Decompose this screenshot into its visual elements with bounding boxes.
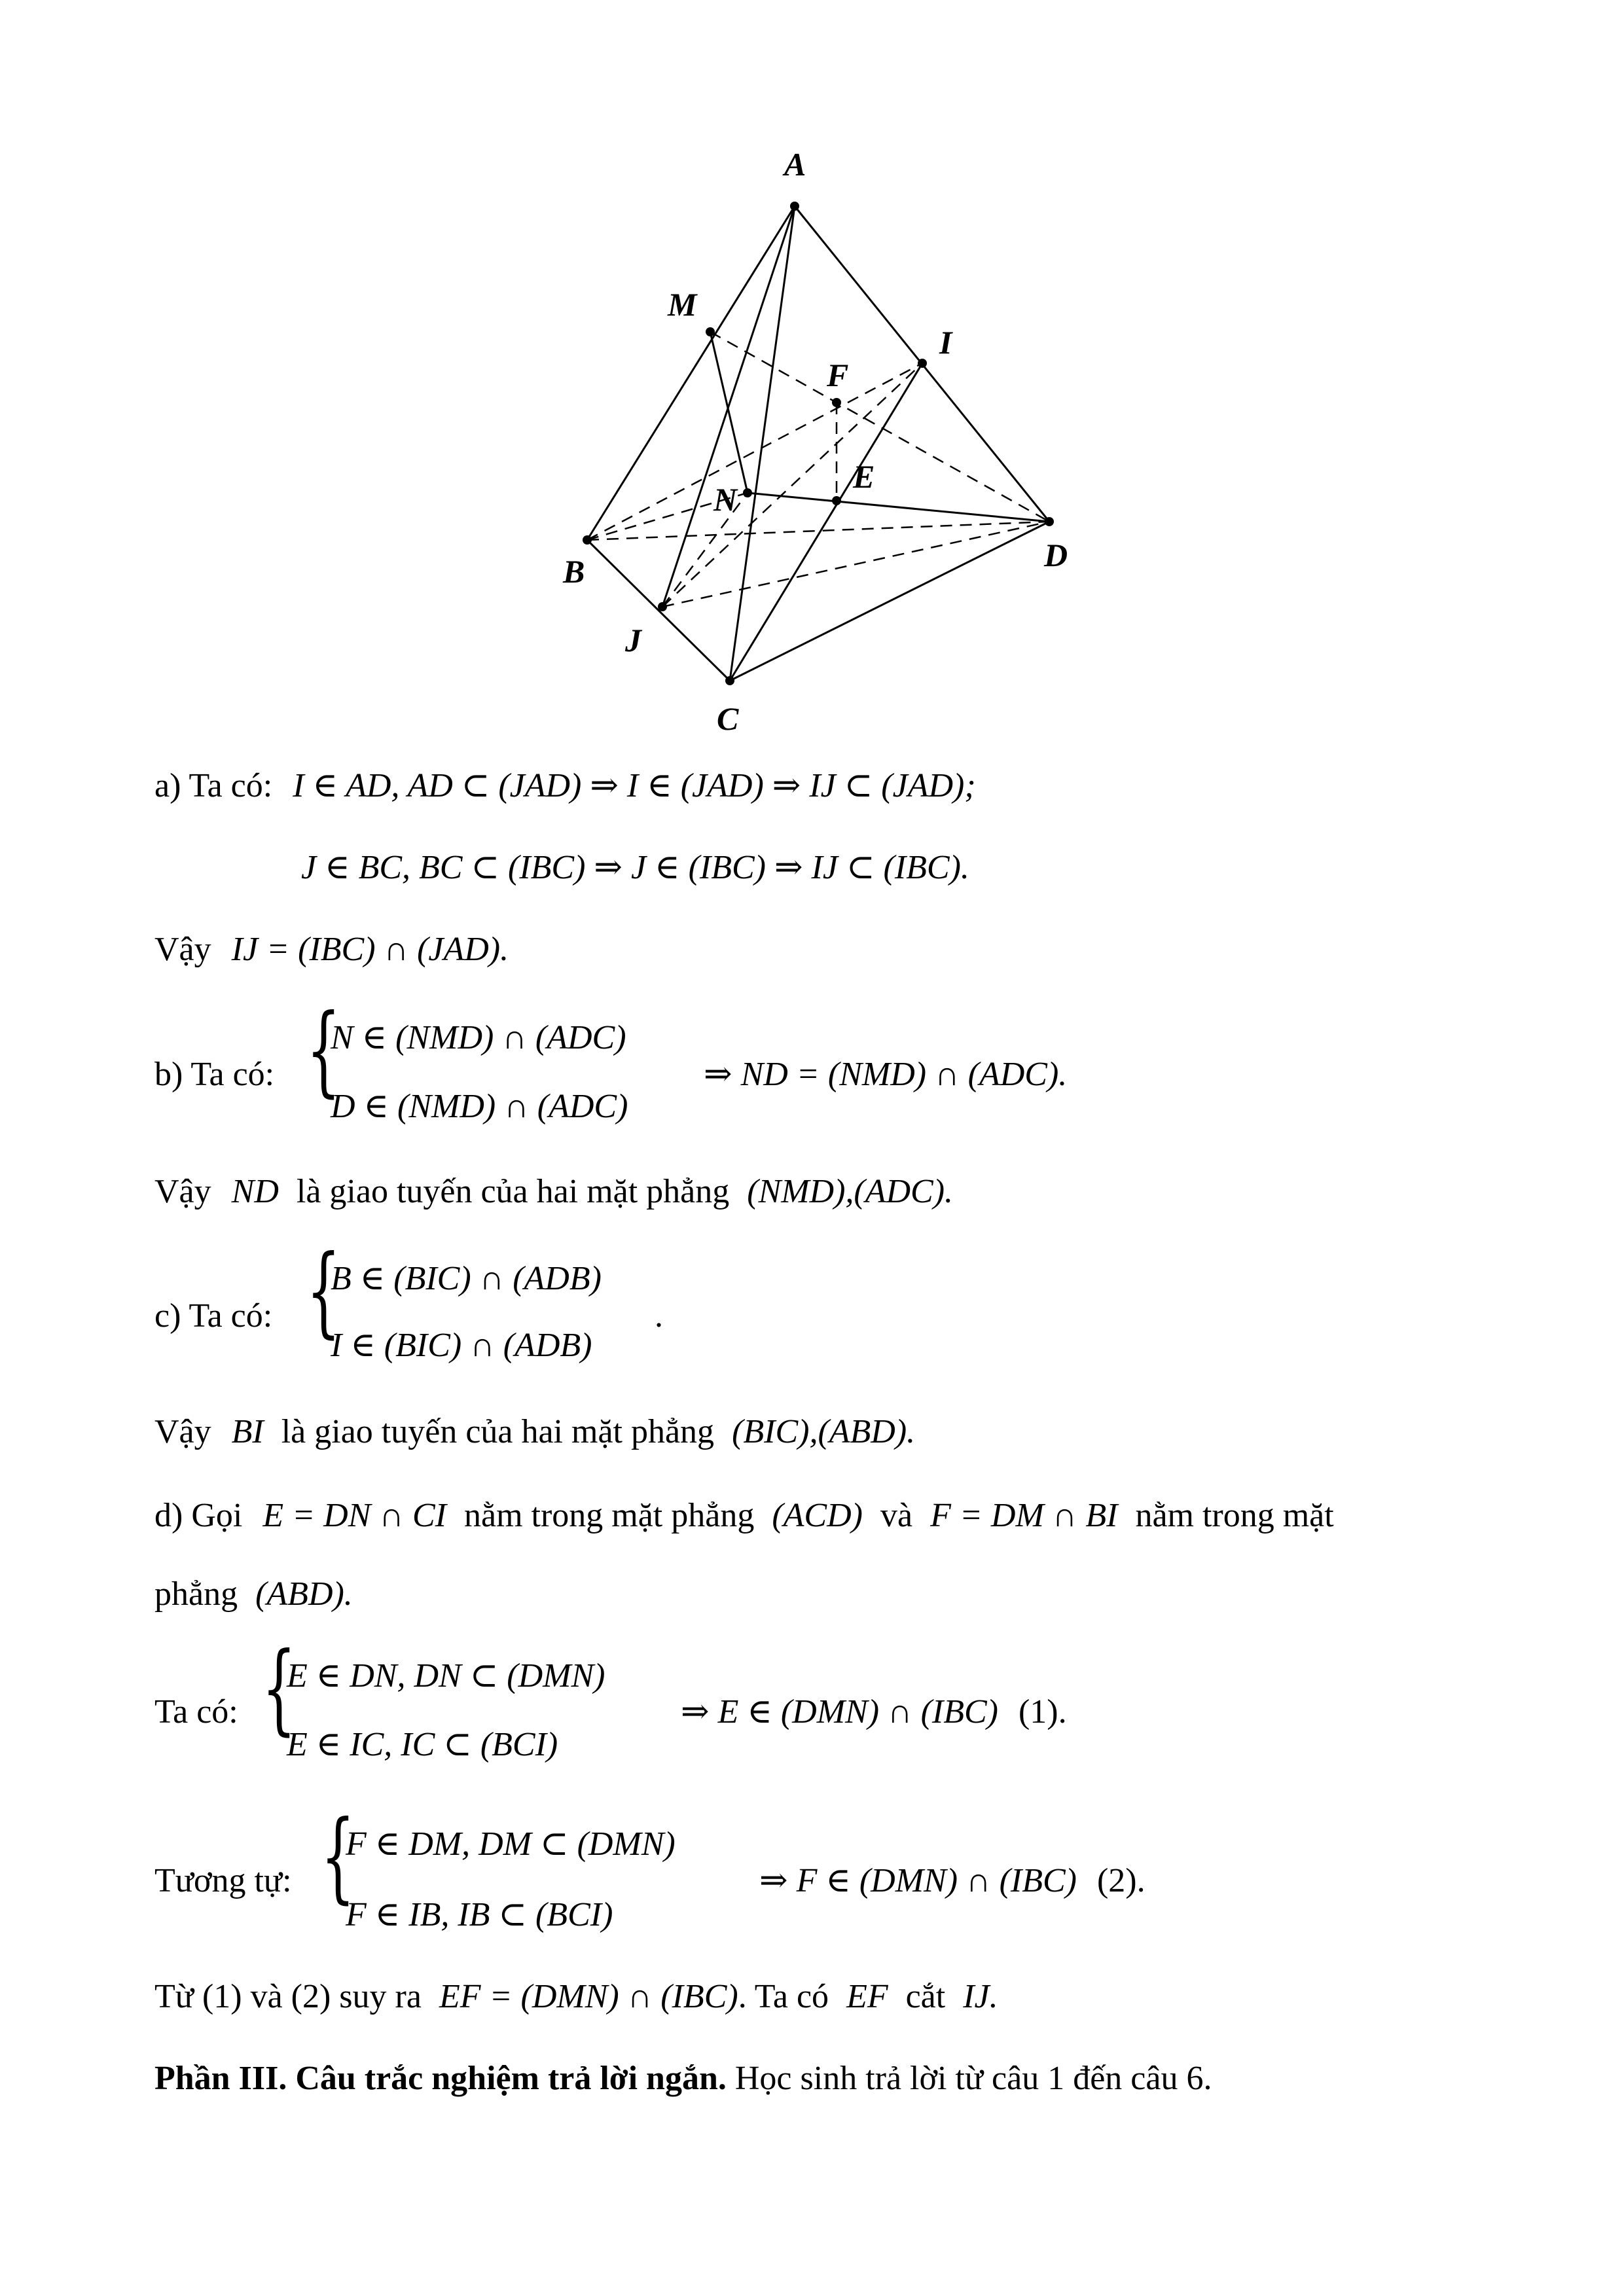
points: [583, 202, 1054, 685]
part-d-final-math1: EF = (DMN) ∩ (IBC): [439, 1978, 738, 2015]
section-heading-bold: Phần III. Câu trắc nghiệm trả lời ngắn.: [154, 2060, 727, 2097]
part-b-conclusion: [154, 1175, 953, 1209]
part-b-row1: N ∈ (NMD) ∩ (ADC): [331, 1019, 626, 1056]
part-a-conclusion: [154, 933, 509, 967]
part-d-final-math3: IJ.: [963, 1978, 998, 2015]
label-A: A: [784, 146, 806, 183]
label-M: M: [668, 286, 697, 323]
part-a-conclusion-math: IJ = (IBC) ∩ (JAD).: [231, 931, 509, 968]
part-d-final-math2: EF: [846, 1978, 888, 2015]
part-d-math3: F = DM ∩ BI: [930, 1497, 1118, 1534]
part-d-sys1-tag: (1).: [1018, 1693, 1067, 1731]
part-d-sys1-result-line: [681, 1695, 1067, 1729]
part-d-sys2-prefix: Tương tự:: [154, 1862, 292, 1899]
part-a-line2: [301, 851, 969, 885]
part-c-row2: I ∈ (BIC) ∩ (ADB): [331, 1327, 592, 1364]
part-a-math1: I ∈ AD, AD ⊂ (JAD) ⇒ I ∈ (JAD) ⇒ IJ ⊂ (JAD);: [293, 767, 976, 804]
part-b-brace: {: [306, 994, 341, 1107]
part-b-conclusion-word: Vậy: [154, 1173, 211, 1210]
label-J: J: [625, 622, 641, 658]
part-b-result: ⇒ ND = (NMD) ∩ (ADC).: [704, 1056, 1068, 1093]
part-d-sys2-result-line: [759, 1864, 1146, 1898]
label-C: C: [717, 700, 739, 733]
part-d-final: [154, 1980, 998, 2014]
part-b-conclusion-math2: (NMD),(ADC).: [747, 1173, 954, 1210]
part-d-text2: và: [880, 1497, 913, 1534]
part-d-sys1-prefix: Ta có:: [154, 1693, 238, 1731]
label-D: D: [1044, 537, 1068, 573]
part-c-conclusion-text: là giao tuyến của hai mặt phẳng: [281, 1413, 715, 1450]
dashed-edges: [587, 332, 1049, 607]
part-d-final-text1: Từ (1) và (2) suy ra: [154, 1978, 422, 2015]
part-c-conclusion: [154, 1415, 915, 1449]
section-heading-normal: Học sinh trả lời từ câu 1 đến câu 6.: [726, 2060, 1212, 2097]
label-E: E: [853, 458, 875, 495]
part-d-text3: nằm trong mặt: [1135, 1497, 1334, 1534]
part-d-sys2-row1: F ∈ DM, DM ⊂ (DMN): [346, 1825, 676, 1863]
part-d-sys2-brace: {: [321, 1800, 355, 1914]
part-d-prefix: d) Gọi: [154, 1497, 243, 1534]
part-a-math2: J ∈ BC, BC ⊂ (IBC) ⇒ J ∈ (IBC) ⇒ IJ ⊂ (IBC).: [301, 849, 969, 886]
part-b-conclusion-text: là giao tuyến của hai mặt phẳng: [296, 1173, 730, 1210]
tetrahedron-figure: [537, 144, 1126, 733]
part-d-math2: (ACD): [772, 1497, 863, 1534]
part-c-result: .: [655, 1297, 663, 1335]
part-c-conclusion-word: Vậy: [154, 1413, 211, 1450]
part-d-sys1-row1: E ∈ DN, DN ⊂ (DMN): [287, 1657, 605, 1695]
part-d-sys1-result: ⇒ E ∈ (DMN) ∩ (IBC): [681, 1693, 998, 1731]
part-a-conclusion-word: Vậy: [154, 931, 211, 968]
label-B: B: [563, 553, 585, 590]
part-b-conclusion-math1: ND: [231, 1173, 279, 1210]
label-N: N: [713, 481, 738, 518]
part-d-math1: E = DN ∩ CI: [262, 1497, 446, 1534]
part-b-prefix: b) Ta có:: [154, 1056, 275, 1093]
part-a-line1: [154, 769, 976, 803]
part-d-final-text3: cắt: [905, 1978, 946, 2015]
part-c-prefix: c) Ta có:: [154, 1297, 273, 1335]
part-c-brace: {: [306, 1234, 341, 1348]
part-c-row1: B ∈ (BIC) ∩ (ADB): [331, 1260, 602, 1297]
part-d-final-text2: . Ta có: [738, 1978, 829, 2015]
part-d-line2: [154, 1577, 353, 1611]
label-I: I: [939, 324, 952, 361]
part-d-sys1-row2: E ∈ IC, IC ⊂ (BCI): [287, 1726, 558, 1763]
part-d-text1: nằm trong mặt phẳng: [463, 1497, 755, 1534]
part-b-row2: D ∈ (NMD) ∩ (ADC): [331, 1088, 628, 1125]
part-a-prefix: a) Ta có:: [154, 767, 273, 804]
solid-edges: [587, 206, 1049, 681]
part-c-conclusion-math1: BI: [231, 1413, 264, 1450]
part-d-line1: [154, 1499, 1334, 1533]
part-d-line2-math: (ABD).: [255, 1575, 353, 1613]
label-F: F: [827, 357, 849, 393]
part-c-conclusion-math2: (BIC),(ABD).: [732, 1413, 916, 1450]
part-d-sys2-tag: (2).: [1096, 1862, 1146, 1899]
part-d-sys2-row2: F ∈ IB, IB ⊂ (BCI): [346, 1896, 613, 1933]
part-d-sys1-brace: {: [262, 1632, 297, 1746]
part-d-line2-text: phẳng: [154, 1575, 238, 1613]
part-d-sys2-result: ⇒ F ∈ (DMN) ∩ (IBC): [759, 1862, 1077, 1899]
section-heading: [154, 2062, 1212, 2096]
